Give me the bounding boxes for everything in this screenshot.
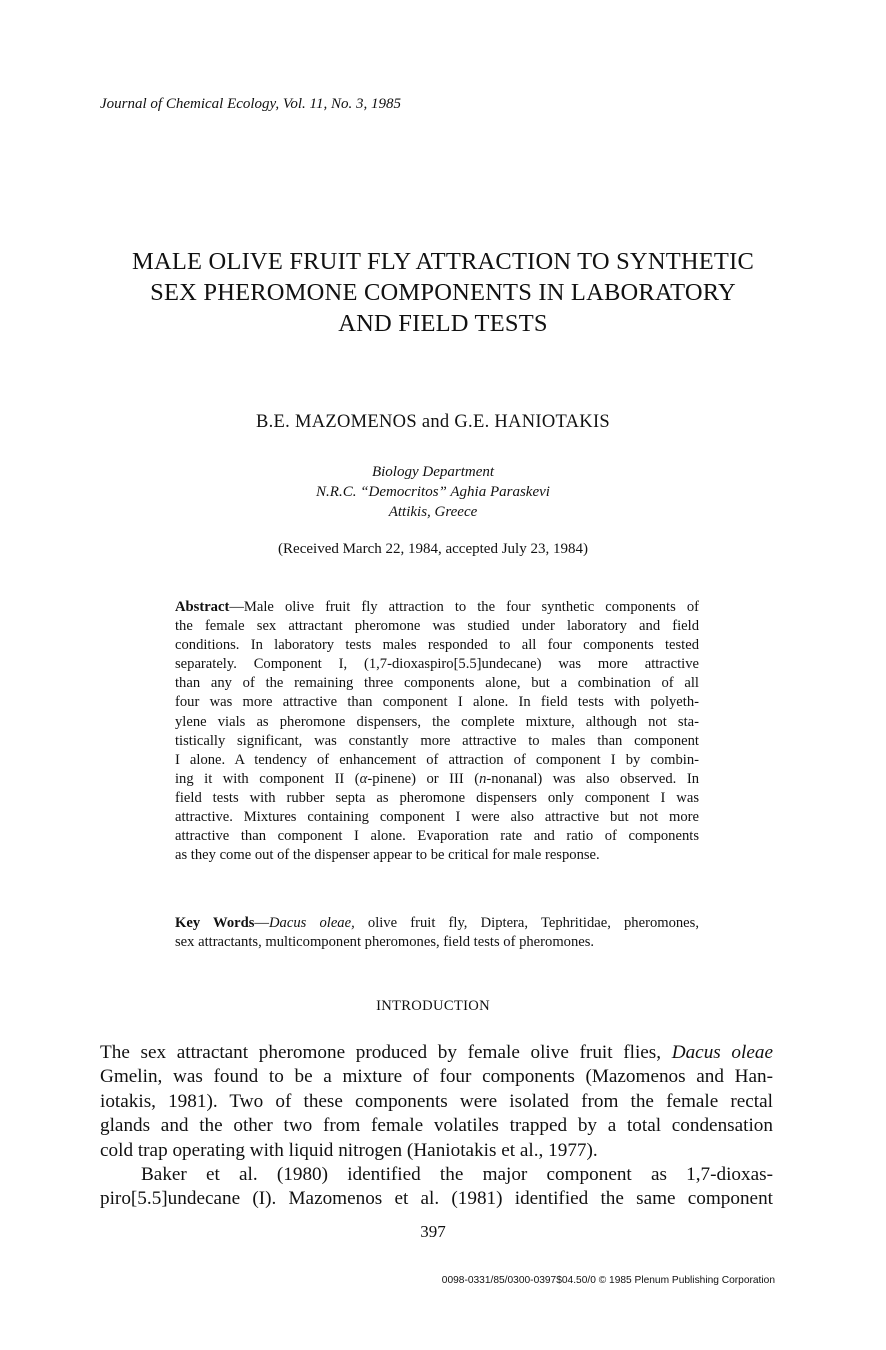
abstract-line: tistically significant, was constantly more attractive to males than component bbox=[175, 732, 699, 749]
abstract-line: as they come out of the dispenser appear to be critical for male response. bbox=[175, 847, 600, 864]
journal-citation: Journal of Chemical Ecology, Vol. 11, No. 3, 1985 bbox=[100, 96, 401, 112]
abstract-line: conditions. In laboratory tests males responded to all four components tested bbox=[175, 637, 699, 654]
keywords-line: Key Words—Dacus oleae, olive fruit fly, Diptera, Tephritidae, pheromones, bbox=[175, 915, 699, 931]
body-line: piro[5.5]undecane (I). Mazomenos et al. (1981) identified the same component bbox=[100, 1188, 773, 1210]
body-text bbox=[100, 1041, 773, 1212]
body-line: cold trap operating with liquid nitrogen (Haniotakis et al., 1977). bbox=[100, 1139, 598, 1161]
paper-title bbox=[60, 246, 826, 339]
abstract bbox=[175, 598, 699, 865]
section-heading: INTRODUCTION bbox=[376, 998, 490, 1014]
abstract-line: than any of the remaining three components alone, but a combination of all bbox=[175, 675, 699, 692]
body-line: iotakis, 1981). Two of these components were isolated from the female rectal bbox=[100, 1090, 773, 1112]
body-line: glands and the other two from female volatiles trapped by a total condensation bbox=[100, 1115, 773, 1137]
affiliation-line: Attikis, Greece bbox=[388, 504, 478, 520]
abstract-line: I alone. A tendency of enhancement of attraction of component I by combin- bbox=[175, 751, 699, 768]
abstract-line: separately. Component I, (1,7-dioxaspiro[5.5]undecane) was more attractive bbox=[175, 656, 699, 673]
affiliation-line: Biology Department bbox=[371, 464, 495, 480]
authors: B.E. MAZOMENOS and G.E. HANIOTAKIS bbox=[255, 412, 611, 432]
abstract-line: attractive than component I alone. Evaporation rate and ratio of components bbox=[175, 828, 699, 845]
body-line: Baker et al. (1980) identified the major component as 1,7-dioxas- bbox=[141, 1163, 773, 1185]
received-dates: (Received March 22, 1984, accepted July 23, 1984) bbox=[278, 541, 588, 557]
abstract-line: the female sex attractant pheromone was studied under laboratory and field bbox=[175, 618, 699, 635]
keywords-label: Key Words bbox=[175, 915, 255, 931]
body-line: Gmelin, was found to be a mixture of four components (Mazomenos and Han- bbox=[100, 1066, 773, 1088]
title-line: MALE OLIVE FRUIT FLY ATTRACTION TO SYNTHETIC bbox=[131, 248, 755, 275]
key-words bbox=[175, 914, 699, 952]
keywords-line: sex attractants, multicomponent pheromones, field tests of pheromones. bbox=[175, 934, 595, 951]
abstract-line: ing it with component II (α-pinene) or III (n-nonanal) was also observed. In bbox=[175, 770, 699, 787]
copyright-line: 0098-0331/85/0300-0397$04.50/0 © 1985 Plenum Publishing Corporation bbox=[441, 1275, 775, 1286]
abstract-line: ylene vials as pheromone dispensers, the complete mixture, although not sta- bbox=[175, 713, 699, 730]
abstract-line: attractive. Mixtures containing component I were also attractive but not more bbox=[175, 809, 699, 826]
affiliation-line: N.R.C. “Democritos” Aghia Paraskevi bbox=[316, 484, 550, 500]
title-line: AND FIELD TESTS bbox=[338, 310, 548, 337]
body-line: The sex attractant pheromone produced by female olive fruit flies, Dacus oleae bbox=[100, 1042, 773, 1063]
affiliation bbox=[0, 462, 866, 522]
title-line: SEX PHEROMONE COMPONENTS IN LABORATORY bbox=[150, 279, 736, 306]
page-number: 397 bbox=[420, 1222, 446, 1241]
abstract-line: four was more attractive than component I alone. In field tests with polyeth- bbox=[175, 694, 699, 711]
abstract-line: field tests with rubber septa as pheromone dispensers only component I was bbox=[175, 789, 699, 806]
abstract-label: Abstract bbox=[175, 599, 230, 615]
abstract-line: Abstract—Male olive fruit fly attraction to the four synthetic components of bbox=[175, 599, 699, 615]
